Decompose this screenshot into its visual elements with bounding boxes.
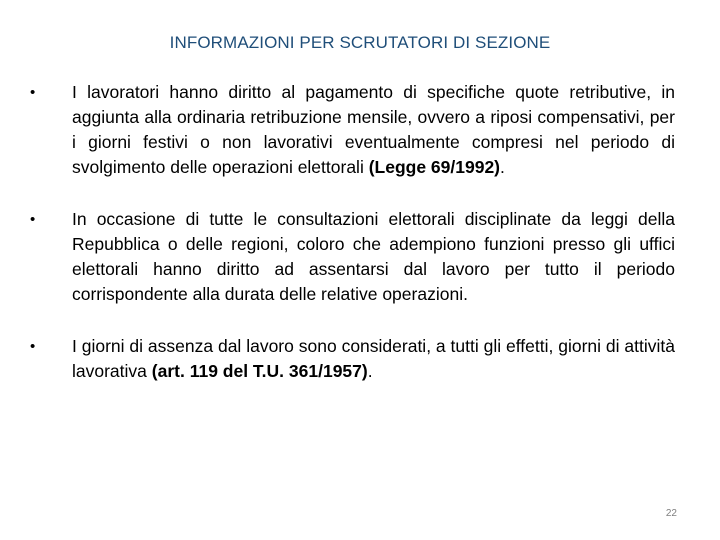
slide-title: INFORMAZIONI PER SCRUTATORI DI SEZIONE xyxy=(169,33,551,52)
bullet-text: In occasione di tutte le consultazioni elettorali disciplinate da leggi della Repubblica o delle regioni, coloro che adempiono funzioni presso gli uffici elettorali hanno diritto ad assentarsi dal lavoro per tutto il periodo corrispondente alla durata delle relative operazioni. xyxy=(72,209,675,304)
bullet-text: I lavoratori hanno diritto al pagamento di specifiche quote retributive, in aggiunta alla ordinaria retribuzione mensile, ovvero a riposi compensativi, per i giorni festivi o non lavorativi eventualmente compresi nel periodo di svolgimento delle operazioni elettorali xyxy=(72,82,675,177)
bullet-item-2 xyxy=(30,207,675,307)
law-reference: (Legge 69/1992) xyxy=(368,157,501,177)
bullet-item-3 xyxy=(30,334,675,384)
bullet-suffix: . xyxy=(367,361,373,381)
bullet-icon: • xyxy=(30,338,36,355)
law-reference: (art. 119 del T.U. 361/1957) xyxy=(151,361,368,381)
page-number: 22 xyxy=(665,508,677,519)
bullet-suffix: . xyxy=(500,157,505,177)
bullet-text: I giorni di assenza dal lavoro sono considerati, a tutti gli effetti, giorni di attività lavorativa xyxy=(72,336,675,381)
bullet-icon: • xyxy=(30,84,36,101)
bullet-icon: • xyxy=(30,211,36,228)
bullet-list xyxy=(30,80,675,411)
bullet-item-1 xyxy=(30,80,675,180)
